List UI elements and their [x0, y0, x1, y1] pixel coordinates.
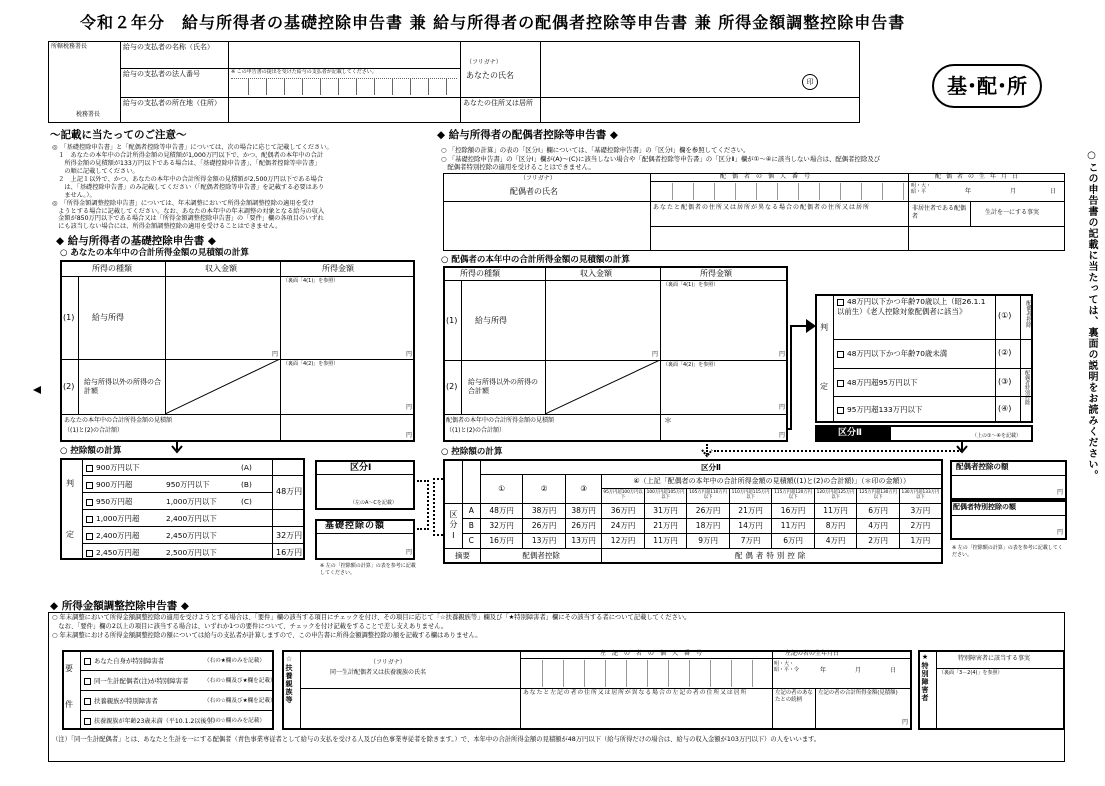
req-self-checkbox[interactable]	[84, 658, 91, 665]
spouse-table-cell: 13万円	[523, 533, 566, 548]
spouse-amount-input[interactable]	[953, 477, 1053, 498]
spouse-table-cell: 16万円	[480, 533, 523, 548]
spouse-table-cell: 38万円	[565, 503, 601, 518]
spouse-subhead: 105万円超110万円以下	[687, 488, 730, 503]
your-address-input[interactable]	[543, 99, 858, 121]
spouse-table-cell: 12万円	[602, 533, 645, 548]
notes-heading: ～記載に当たってのご注意～	[50, 129, 187, 141]
payer-number-note: ※ この申告書の提出を受けた給与の支払者が記載してください。	[231, 69, 377, 75]
judge-4-checkbox[interactable]	[837, 407, 844, 414]
spouse-table-cell: 11万円	[772, 518, 815, 533]
spouse-table-cell: 26万円	[565, 518, 601, 533]
spouse-table-cell: 11万円	[644, 533, 687, 548]
basic-calc-heading: ○ あなたの本年中の合計所得金額の見積額の計算	[60, 248, 249, 258]
basic-deduct-checkbox[interactable]	[86, 533, 93, 540]
spouse-table-cell: 24万円	[602, 518, 645, 533]
spouse-table-cell: 36万円	[602, 503, 645, 518]
basic-deduct-heading: ○ 控除額の計算	[60, 446, 122, 456]
req-spouse-checkbox[interactable]	[84, 678, 91, 685]
spouse-calc-heading: ○ 配偶者の本年中の合計所得金額の見積額の計算	[441, 255, 630, 265]
spouse-subhead: 120万円超125万円以下	[814, 488, 857, 503]
spouse-special-amount-input[interactable]	[953, 517, 1053, 538]
judge-3-checkbox[interactable]	[837, 380, 844, 387]
spouse-deduct-table: 区分Ⅱ ① ② ③ ④（上記「配偶者の本年中の合計所得金額の見積額((1)と(2)の合計額)」（＊印の金額）） 95万円超100万円以下 100万円超105万円以下 105万円超110万円以下 110万円超115万円以下 115万円超120万円以下 120万円超125万円以下 125万円超130万円以下 130万円超133万円以下 区 分 Ⅰ A 48万円 38万円 38万円 36万円 31万円 26万円 21万円 16万円 11万円 6万円 3万円 B 32万円 26万円 26万円 24万円 21万円 18万円 14万円 11万円 8万円 4万円 2万円 C 16万円 13万円 13万円 12万円 11万円 9万円 7万円 6万円 4万円 2万円 1万円 摘要 配偶者控除 配偶者特別控除	[443, 459, 943, 564]
spouse-total-input[interactable]	[663, 426, 778, 441]
spouse-table-cell: 13万円	[565, 533, 601, 548]
spouse-table-cell: 26万円	[687, 503, 730, 518]
spouse-table-cell: 3万円	[899, 503, 942, 518]
payer-address-label: 給与の支払者の所在地（住所）	[123, 99, 221, 107]
spouse-table-cell: 48万円	[480, 503, 523, 518]
spouse-table-cell: 11万円	[814, 503, 857, 518]
spouse-table-cell: 4万円	[814, 533, 857, 548]
spouse-salary-amount-input[interactable]	[663, 291, 785, 358]
adjust-heading: ◆ 所得金額調整控除申告書 ◆	[50, 600, 189, 612]
tax-office-foot: 税務署長	[76, 111, 101, 118]
spouse-table-cell: 21万円	[729, 503, 772, 518]
spouse-subhead: 95万円超100万円以下	[602, 488, 645, 503]
spouse-name-input[interactable]	[446, 204, 646, 249]
footnote: （注）「同一生計配偶者」とは、あなたと生計を一にする配偶者（青色事業専従者として給与の支払を受ける人及び白色事業専従者を除きます。）で、本年中の合計所得金額の見積額が48万円以下（給与所得だけの場合は、給与の収入金額が103万円以下）の人をいいます。	[52, 736, 821, 743]
payer-number-label: 給与の支払者の法人番号	[123, 70, 200, 78]
basic-deduct-row: 900万円超 950万円以下 (B)	[86, 479, 252, 490]
spouse-intro: ○ 「控除額の計算」の表の「区分Ⅰ」欄については、「基礎控除申告書」の「区分Ⅰ」欄を参照してください。 ○ 「基礎控除申告書」の「区分Ⅰ」欄が(A)～(C)に該当しない場合や「配偶者控除等申告書」の「区分Ⅱ」欄が①～④に該当しない場合は、配偶者控除及び 配偶者特別控除の適用を受けることはできません。	[441, 146, 881, 172]
basic-deduct-checkbox[interactable]	[86, 465, 93, 472]
basic-deduct-row: 2,400万円超 2,450万円以下	[86, 530, 241, 541]
payer-name-input[interactable]	[231, 43, 457, 66]
kubun2-header: 区分Ⅱ	[480, 460, 942, 474]
spouse-subhead: 110万円超115万円以下	[729, 488, 772, 503]
payer-number-input[interactable]	[231, 78, 457, 95]
your-address-label: あなたの住所又は居所	[463, 99, 533, 107]
spouse-subhead: 130万円超133万円以下	[899, 488, 942, 503]
spouse-subhead: 100万円超105万円以下	[644, 488, 687, 503]
kubun2-input[interactable]	[893, 427, 968, 441]
spouse-table-cell: 2万円	[857, 533, 900, 548]
basic-salary-income-input[interactable]	[167, 279, 279, 357]
spouse-table-cell: 8万円	[814, 518, 857, 533]
spouse-table-row: B 32万円 26万円 26万円 24万円 21万円 18万円 14万円 11万円 8万円 4万円 2万円	[444, 518, 942, 533]
basic-deduct-row: 950万円超 1,000万円以下 (C)	[86, 496, 252, 507]
spouse-table-cell: 6万円	[857, 503, 900, 518]
dependent-mynumber-input[interactable]	[522, 660, 770, 687]
your-name-label: あなたの氏名	[466, 71, 514, 80]
basic-deduct-row: 1,000万円超 2,400万円以下	[86, 513, 241, 524]
spouse-table-row: C 16万円 13万円 13万円 12万円 11万円 9万円 7万円 6万円 4万円 2万円 1万円	[444, 533, 942, 548]
spouse-subhead: 125万円超130万円以下	[857, 488, 900, 503]
spouse-table-cell: 1万円	[899, 533, 942, 548]
spouse-table-cell: 6万円	[772, 533, 815, 548]
kubun1-input[interactable]	[318, 477, 412, 499]
req-young-checkbox[interactable]	[84, 718, 91, 725]
spouse-deduct-heading: ○ 控除額の計算	[441, 447, 503, 457]
spouse-table-cell: 26万円	[523, 518, 566, 533]
dependent-name-input[interactable]	[303, 690, 518, 728]
spouse-table-cell: 14万円	[729, 518, 772, 533]
judge-1-checkbox[interactable]	[837, 299, 844, 306]
tax-office-head: 所轄税務署長	[51, 43, 88, 50]
req-dependent-checkbox[interactable]	[84, 698, 91, 705]
judge-2-checkbox[interactable]	[837, 351, 844, 358]
notes-body: ◎ 「基礎控除申告書」と「配偶者控除等申告書」については、次の場合に応じて記載してください。 １ あなたの本年中の合計所得金額の見積額が1,000万円以下で、かつ、配偶者の本年中の合計 所得金額の見積額が133万円以下である場合は、「基礎控除申告書」、「配偶者控除等申告書」 の順に記載してください。 ２ 上記１以外で、かつ、あなたの本年中の合計所得金額の見積額が2,500万円以下である場合 は、「基礎控除申告書」のみ記載してください（「配偶者控除等申告書」を記載する必要はあり ません。）。 ◎ 「所得金額調整控除申告書」については、年末調整において所得金額調整控除の適用を受け ようとする場合に記載してください。なお、あなたの本年中の年末調整の対象となる給与の収入 金額が850万円以下である場合又は「所得金額調整控除申告書」の「要件」欄の各項目のいずれ にも該当しない場合には、所得金額調整控除の適用を受けることはできません。	[52, 144, 333, 231]
basic-deduct-row: 2,450万円超 2,500万円以下	[86, 547, 241, 558]
basic-other-amount-input[interactable]	[283, 370, 413, 412]
spouse-table-cell: 9万円	[687, 533, 730, 548]
basic-total-input[interactable]	[283, 417, 413, 441]
spouse-table-cell: 7万円	[729, 533, 772, 548]
special-fact-input[interactable]	[939, 678, 1063, 728]
adjust-intro: ○ 年末調整において所得金額調整控除の適用を受けようとする場合は、「要件」欄の該当する項目にチェックを付け、その項目に応じて「☆扶養親族等」欄及び「★特別障害者」欄にその該当する者について記載してください。 なお、「要件」欄の2以上の項目に該当する場合は、いずれか1つの要件について、チェックを付け記載をすることで差し支えありません。 ○ 年末調整における所得金額調整控除の額については給与の支払者が計算しますので、この申告書に所得金額調整控除の額を記載する欄はありません。	[52, 614, 691, 639]
basic-deduct-checkbox[interactable]	[86, 516, 93, 523]
spouse-table-cell: 18万円	[687, 518, 730, 533]
basic-deduct-checkbox[interactable]	[86, 550, 93, 557]
spouse-subhead: 115万円超120万円以下	[772, 488, 815, 503]
spouse-table-cell: 32万円	[480, 518, 523, 533]
furigana-label: （フリガナ）	[466, 59, 502, 66]
spouse-heading: ◆ 給与所得者の配偶者控除等申告書 ◆	[437, 129, 618, 141]
spouse-table-cell: 31万円	[644, 503, 687, 518]
seal-mark: 印	[802, 74, 818, 90]
basic-heading: ◆ 給与所得者の基礎控除申告書 ◆	[56, 235, 216, 247]
spouse-table-cell: 38万円	[523, 503, 566, 518]
side-note: ○この申告書の記載に当たっては、裏面の説明をお読みください。	[1086, 150, 1097, 481]
payer-address-input[interactable]	[231, 99, 457, 121]
spouse-table-cell: 21万円	[644, 518, 687, 533]
form-title: 令和２年分 給与所得者の基礎控除申告書 兼 給与所得者の配偶者控除等申告書 兼 所得金額調整控除申告書	[80, 13, 906, 32]
basic-deduct-checkbox[interactable]	[86, 482, 93, 489]
payer-name-label: 給与の支払者の名称（氏名）	[123, 43, 214, 51]
spouse-salary-income-input[interactable]	[548, 283, 658, 358]
spouse-mynumber-input[interactable]	[652, 183, 907, 200]
form-badge: 基･配･所	[932, 64, 1042, 108]
spouse-table-cell: 4万円	[857, 518, 900, 533]
basic-salary-amount-input[interactable]	[283, 287, 413, 357]
spouse-table-cell: 16万円	[772, 503, 815, 518]
basic-amount-input[interactable]	[318, 536, 403, 558]
basic-deduct-row: 900万円以下 (A)	[86, 462, 252, 473]
spouse-table-cell: 2万円	[899, 518, 942, 533]
spouse-table-row: 区 分 Ⅰ A 48万円 38万円 38万円 36万円 31万円 26万円 21万円 16万円 11万円 6万円 3万円	[444, 503, 942, 518]
basic-deduct-checkbox[interactable]	[86, 499, 93, 506]
